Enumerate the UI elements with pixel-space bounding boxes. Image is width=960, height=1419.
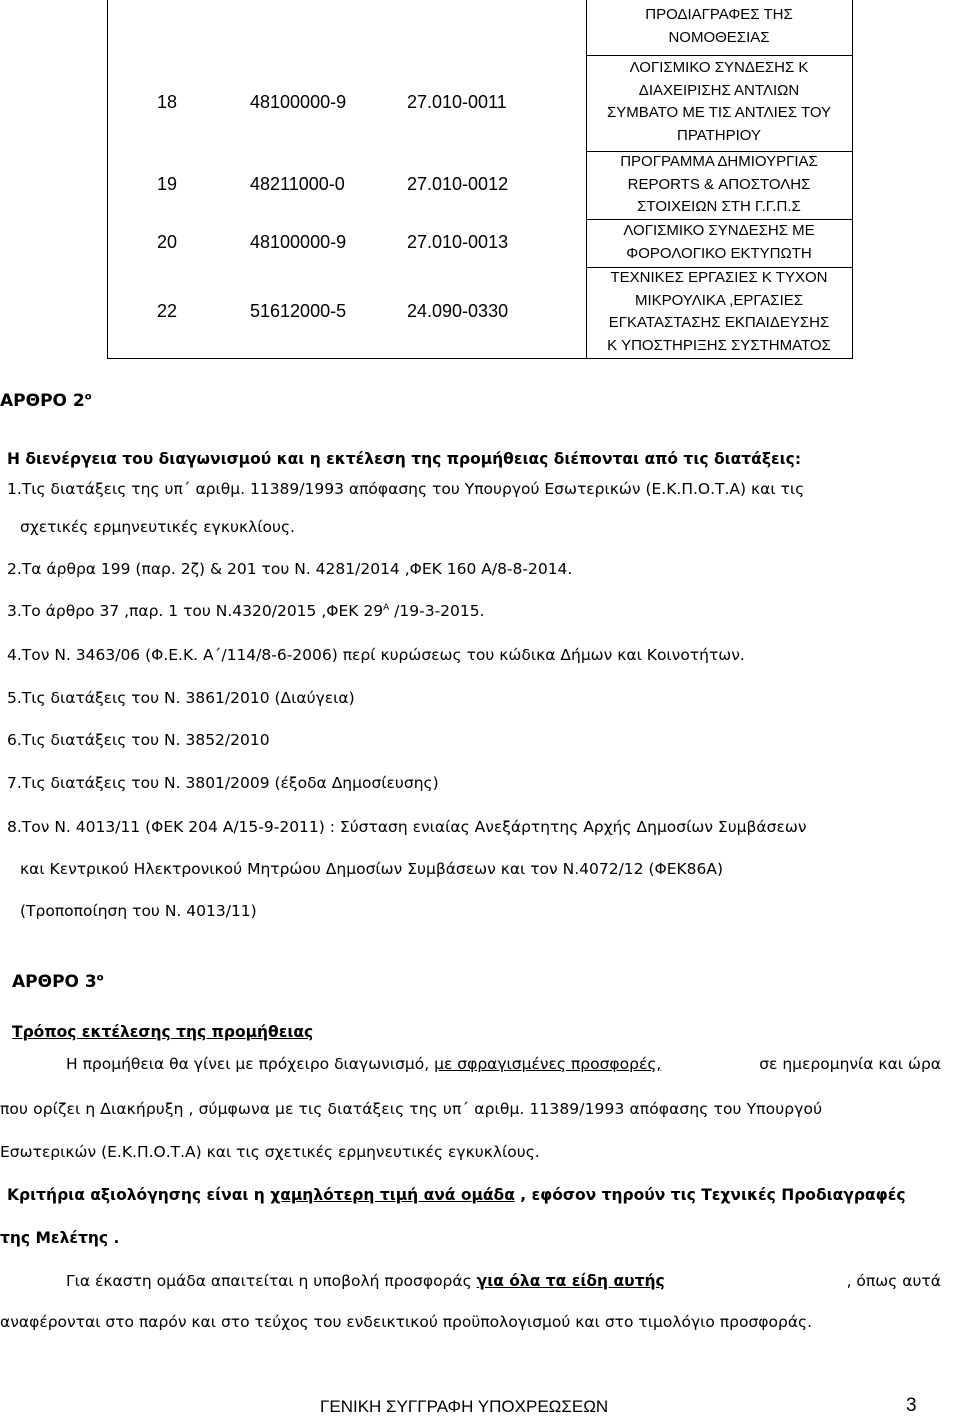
article-2-intro: Η διενέργεια του διαγωνισμού και η εκτέλεση της προμήθειας διέπονται από τις διατάξεις: — [7, 450, 802, 468]
list-item: 8.Τον Ν. 4013/11 (ΦΕΚ 204 Α/15-9-2011) : Σύσταση ενιαίας Ανεξάρτητης Αρχής Δημοσίων Συμβάσεων — [7, 818, 807, 836]
article-2-heading: ΑΡΘΡΟ $2^o$ — [0, 391, 92, 411]
row-cpv: 48211000-0 — [250, 174, 345, 194]
paragraph-line: Για έκαστη ομάδα απαιτείται η υποβολή προσφοράς για όλα τα είδη αυτής , όπως αυτά — [66, 1272, 941, 1290]
footer-title: ΓΕΝΙΚΗ ΣΥΓΓΡΑΦΗ ΥΠΟΧΡΕΩΣΕΩΝ — [320, 1397, 609, 1416]
list-item: 2.Τα άρθρα 199 (παρ. 2ζ) & 201 του Ν. 4281/2014 ,ΦΕΚ 160 Α/8-8-2014. — [7, 560, 573, 578]
row-spec: ΤΕΧΝΙΚΕΣ ΕΡΓΑΣΙΕΣ Κ ΤΥΧΟΝ ΜΙΚΡΟΥΛΙΚΑ ,ΕΡΓΑΣΙΕΣ ΕΓΚΑΤΑΣΤΑΣΗΣ ΕΚΠΑΙΔΕΥΣΗΣ Κ ΥΠΟΣΤΗΡΙΞΗΣ ΣΥΣΤΗΜΑΤΟΣ — [607, 269, 831, 355]
row-cpv: 51612000-5 — [250, 301, 347, 321]
paragraph-line: Κριτήρια αξιολόγησης είναι η χαμηλότερη τιμή ανά ομάδα , εφόσον τηρούν τις Τεχνικές Προδιαγραφές — [7, 1186, 906, 1204]
paragraph-line: Η προμήθεια θα γίνει με πρόχειρο διαγωνισμό, με σφραγισμένες προσφορές, σε ημερομηνία και ώρα — [66, 1055, 941, 1073]
list-item: και Κεντρικού Ηλεκτρονικού Μητρώου Δημοσίων Συμβάσεων και τον Ν.4072/12 (ΦΕΚ86Α) — [20, 860, 724, 878]
paragraph-line: Εσωτερικών (Ε.Κ.Π.Ο.Τ.Α) και τις σχετικές ερμηνευτικές εγκυκλίους. — [0, 1143, 540, 1161]
list-item: 3.Το άρθρο 37 ,παρ. 1 του Ν.4320/2015 ,ΦΕΚ $29^A$ /19-3-2015. — [7, 602, 485, 620]
paragraph-line: που ορίζει η Διακήρυξη , σύμφωνα με τις διατάξεις της υπ΄ αριθμ. 11389/1993 απόφασης του Υπουργού — [0, 1100, 823, 1118]
list-item: 5.Τις διατάξεις του Ν. 3861/2010 (Διαύγεια) — [7, 689, 355, 707]
row-number: 22 — [157, 301, 178, 321]
row-code: 24.090-0330 — [407, 301, 509, 321]
page-number: 3 — [906, 1395, 917, 1416]
row-number: 20 — [157, 232, 178, 252]
row-code: 27.010-0013 — [407, 232, 509, 252]
row-number: 18 — [157, 92, 178, 112]
table-row-divider — [586, 55, 852, 56]
specification-table — [107, 0, 853, 360]
row-code: 27.010-0012 — [407, 174, 509, 194]
row-cpv: 48100000-9 — [250, 92, 347, 112]
paragraph-line: της Μελέτης . — [0, 1229, 120, 1247]
list-item: 6.Τις διατάξεις του Ν. 3852/2010 — [7, 731, 270, 749]
row-spec: ΛΟΓΙΣΜΙΚΟ ΣΥΝΔΕΣΗΣ Κ ΔΙΑΧΕΙΡΙΣΗΣ ΑΝΤΛΙΩΝ ΣΥΜΒΑΤΟ ΜΕ ΤΙΣ ΑΝΤΛΙΕΣ ΤΟΥ ΠΡΑΤΗΡΙΟΥ — [606, 59, 832, 145]
list-item: 7.Τις διατάξεις του Ν. 3801/2009 (έξοδα Δημοσίευσης) — [7, 774, 439, 792]
paragraph-line: αναφέρονται στο παρόν και στο τεύχος του ενδεικτικού προϋπολογισμού και στο τιμολόγιο προσφοράς. — [0, 1313, 813, 1331]
row-spec: ΛΟΓΙΣΜΙΚΟ ΣΥΝΔΕΣΗΣ ΜΕ ΦΟΡΟΛΟΓΙΚΟ ΕΚΤΥΠΩΤΗ — [623, 222, 815, 262]
table-header-cell: ΠΡΟΔΙΑΓΡΑΦΕΣ ΤΗΣ ΝΟΜΟΘΕΣΙΑΣ — [645, 6, 793, 46]
row-cpv: 48100000-9 — [250, 232, 347, 252]
row-code: 27.010-0011 — [407, 92, 507, 112]
list-item: 1.Τις διατάξεις της υπ΄ αριθμ. 11389/1993 απόφασης του Υπουργού Εσωτερικών (Ε.Κ.Π.Ο.Τ.Α) και τις — [7, 480, 805, 498]
list-item: 4.Τον Ν. 3463/06 (Φ.Ε.Κ. Α΄/114/8-6-2006) περί κυρώσεως του κώδικα Δήμων και Κοινοτήτων. — [7, 646, 745, 664]
row-number: 19 — [157, 174, 178, 194]
article-3-heading: ΑΡΘΡΟ $3^o$ — [12, 972, 104, 992]
list-item: (Τροποποίηση του Ν. 4013/11) — [20, 902, 257, 920]
row-spec: ΠΡΟΓΡΑΜΜΑ ΔΗΜΙΟΥΡΓΙΑΣ REPORTS & ΑΠΟΣΤΟΛΗΣ ΣΤΟΙΧΕΙΩΝ ΣΤΗ Γ.Γ.Π.Σ — [620, 153, 818, 216]
list-item: σχετικές ερμηνευτικές εγκυκλίους. — [20, 518, 295, 536]
article-3-subheading: Τρόπος εκτέλεσης της προμήθειας — [12, 1023, 314, 1041]
